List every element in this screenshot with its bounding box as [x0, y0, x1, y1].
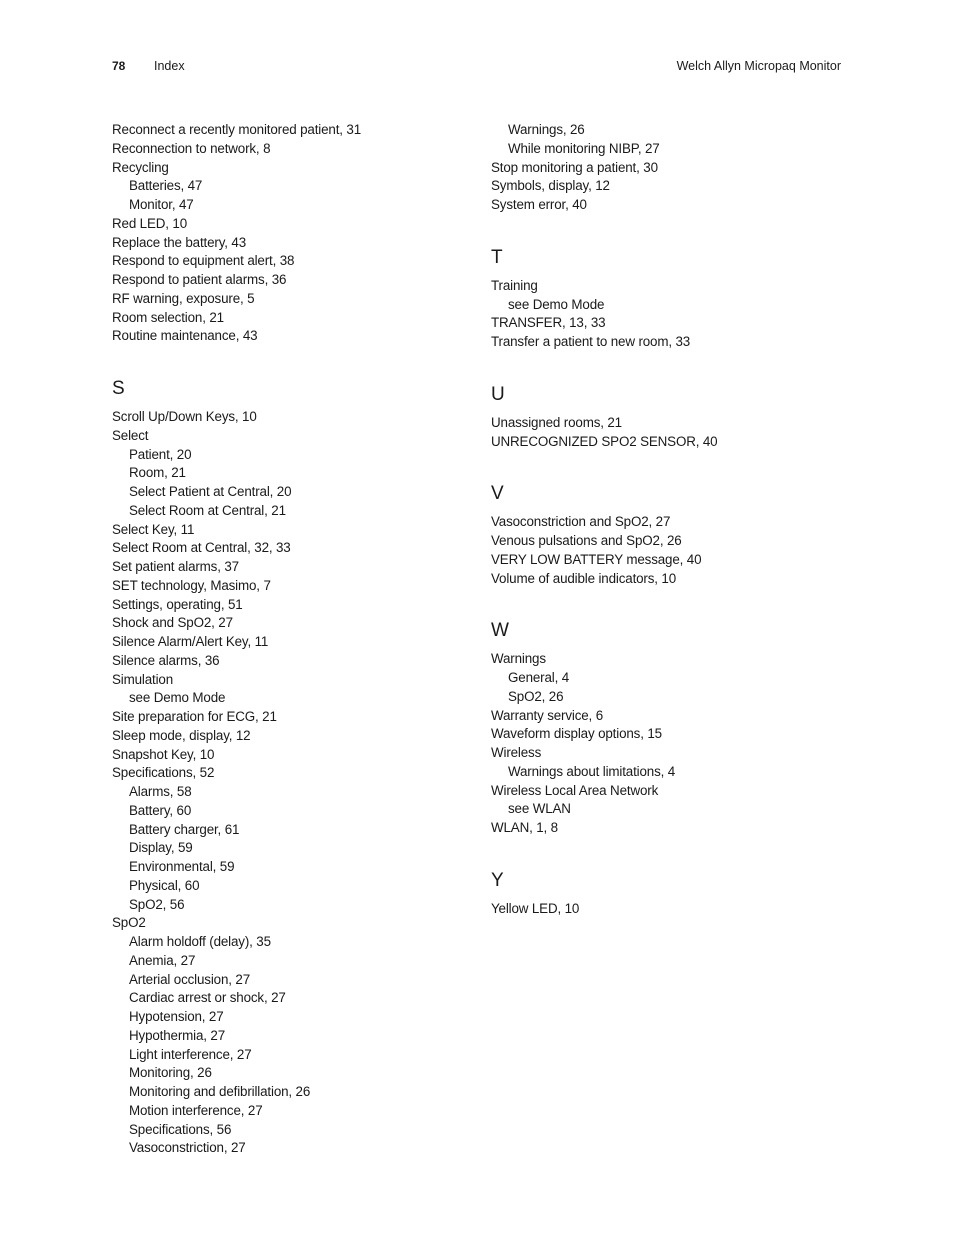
index-subentry: Alarm holdoff (delay), 35 — [129, 934, 271, 949]
index-subentry: SpO2, 56 — [129, 896, 185, 912]
index-entry: SET technology, Masimo, 7 — [112, 577, 271, 593]
index-entry: Wireless — [491, 745, 542, 760]
letter-heading-t: T — [491, 246, 503, 268]
index-entry: Shock and SpO2, 27 — [112, 615, 233, 631]
index-subentry: Battery charger, 61 — [129, 821, 240, 837]
index-subentry: Room, 21 — [129, 465, 186, 481]
index-entry: RF warning, exposure, 5 — [112, 290, 255, 306]
index-group-u — [491, 414, 851, 452]
index-group-w — [491, 650, 851, 838]
index-entry: Warnings — [491, 651, 546, 667]
index-entry: Room selection, 21 — [112, 309, 224, 325]
index-entry: Training — [491, 277, 538, 293]
index-entry: Specifications, 52 — [112, 765, 215, 781]
index-group-t — [491, 277, 851, 352]
index-entry: WLAN, 1, 8 — [491, 820, 558, 835]
section-name: Index — [154, 59, 185, 73]
index-subentry: see Demo Mode — [508, 296, 605, 312]
index-entry: Sleep mode, display, 12 — [112, 727, 251, 743]
index-entry: Site preparation for ECG, 21 — [112, 709, 277, 724]
index-column-left — [112, 121, 472, 1158]
letter-heading-w: W — [491, 620, 509, 642]
index-group-y — [491, 900, 851, 919]
index-group-r — [112, 121, 472, 346]
index-entry: Reconnection to network, 8 — [112, 140, 271, 156]
index-entry: Simulation — [112, 671, 174, 687]
index-entry: Replace the battery, 43 — [112, 234, 247, 250]
index-subentry: Cardiac arrest or shock, 27 — [129, 990, 286, 1006]
index-subentry: Hypotension, 27 — [129, 1009, 224, 1024]
index-entry: Select Room at Central, 32, 33 — [112, 540, 291, 556]
index-subentry: see WLAN — [508, 801, 571, 817]
page-number: 78 — [112, 59, 126, 73]
index-entry: Stop monitoring a patient, 30 — [491, 159, 658, 175]
index-entry: Unassigned rooms, 21 — [491, 414, 622, 430]
index-subentry: SpO2, 26 — [508, 688, 564, 704]
index-subentry: Alarms, 58 — [129, 784, 192, 799]
index-subentry: Motion interference, 27 — [129, 1102, 263, 1118]
index-entry: Scroll Up/Down Keys, 10 — [112, 409, 257, 424]
index-entry: System error, 40 — [491, 197, 587, 212]
index-group-s-continued — [491, 121, 851, 215]
index-entry: SpO2 — [112, 915, 146, 931]
index-entry: Settings, operating, 51 — [112, 596, 243, 612]
index-entry: Venous pulsations and SpO2, 26 — [491, 533, 682, 548]
index-entry: Routine maintenance, 43 — [112, 328, 258, 344]
document-title: Welch Allyn Micropaq Monitor — [676, 59, 841, 73]
index-entry: Snapshot Key, 10 — [112, 746, 215, 762]
index-entry: Reconnect a recently monitored patient, 31 — [112, 122, 362, 137]
index-subentry: General, 4 — [508, 670, 570, 685]
index-subentry: Vasoconstriction, 27 — [129, 1140, 246, 1156]
index-entry: Silence Alarm/Alert Key, 11 — [112, 634, 269, 649]
index-entry: Wireless Local Area Network — [491, 782, 659, 798]
index-entry: TRANSFER, 13, 33 — [491, 315, 606, 331]
index-entry: Respond to equipment alert, 38 — [112, 253, 295, 269]
index-entry: Waveform display options, 15 — [491, 726, 662, 742]
index-group-v — [491, 513, 851, 588]
index-entry: UNRECOGNIZED SPO2 SENSOR, 40 — [491, 433, 718, 449]
index-entry: Red LED, 10 — [112, 215, 188, 231]
index-entry: Silence alarms, 36 — [112, 652, 220, 668]
index-entry: Select Key, 11 — [112, 521, 195, 537]
index-entry: Set patient alarms, 37 — [112, 559, 239, 574]
index-subentry: Select Room at Central, 21 — [129, 502, 286, 518]
index-subentry: Select Patient at Central, 20 — [129, 484, 292, 499]
index-entry: Respond to patient alarms, 36 — [112, 272, 287, 287]
index-subentry: Physical, 60 — [129, 877, 200, 893]
index-subentry: Monitor, 47 — [129, 197, 194, 212]
index-subentry: Anemia, 27 — [129, 952, 196, 968]
index-entry: Vasoconstriction and SpO2, 27 — [491, 514, 671, 530]
index-subentry: Arterial occlusion, 27 — [129, 971, 250, 987]
index-group-s — [112, 408, 472, 1158]
letter-heading-y: Y — [491, 869, 504, 891]
index-subentry: Batteries, 47 — [129, 178, 203, 194]
page-header — [112, 59, 841, 77]
index-subentry: Warnings, 26 — [508, 122, 585, 137]
index-entry: Warranty service, 6 — [491, 707, 603, 723]
index-subentry: Hypothermia, 27 — [129, 1027, 225, 1043]
index-subentry: Specifications, 56 — [129, 1121, 232, 1137]
index-column-right — [491, 121, 851, 919]
index-subentry: Warnings about limitations, 4 — [508, 763, 676, 779]
index-subentry: Environmental, 59 — [129, 859, 235, 874]
index-entry: Volume of audible indicators, 10 — [491, 570, 677, 586]
index-subentry: Patient, 20 — [129, 446, 192, 462]
index-entry: Select — [112, 427, 149, 443]
index-subentry: Display, 59 — [129, 840, 193, 856]
letter-heading-v: V — [491, 483, 504, 505]
index-subentry: Light interference, 27 — [129, 1046, 252, 1062]
letter-heading-u: U — [491, 383, 505, 405]
index-entry: Yellow LED, 10 — [491, 900, 580, 916]
letter-heading-s: S — [112, 378, 125, 399]
index-entry: Transfer a patient to new room, 33 — [491, 334, 691, 349]
index-entry: Symbols, display, 12 — [491, 178, 610, 194]
index-subentry: Battery, 60 — [129, 802, 192, 818]
index-subentry: While monitoring NIBP, 27 — [508, 140, 660, 156]
index-subentry: Monitoring, 26 — [129, 1065, 212, 1081]
index-subentry: see Demo Mode — [129, 690, 226, 706]
index-entry: VERY LOW BATTERY message, 40 — [491, 551, 702, 567]
index-subentry: Monitoring and defibrillation, 26 — [129, 1084, 311, 1099]
index-entry: Recycling — [112, 159, 169, 175]
